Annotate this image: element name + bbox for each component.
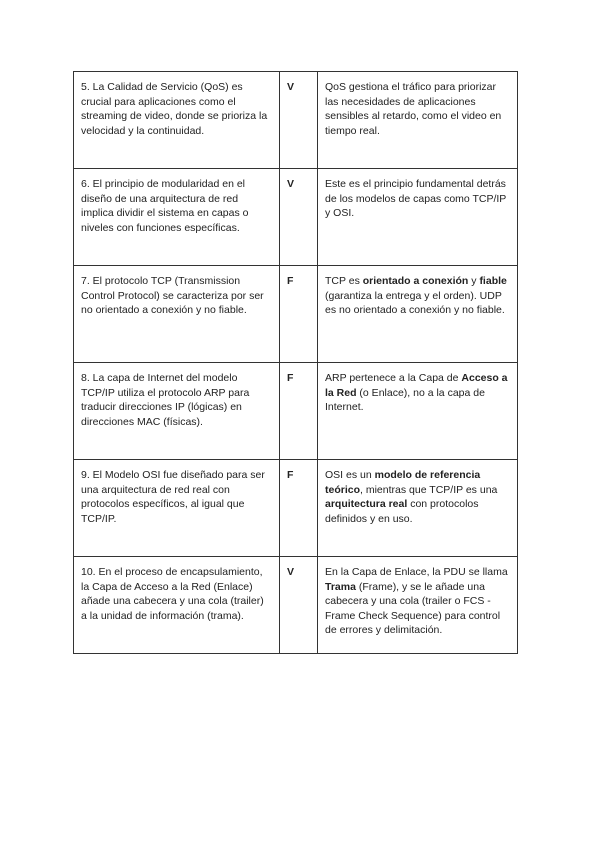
answer-cell <box>280 72 318 169</box>
statement-text: 6. El principio de modularidad en el diseño de una arquitectura de red implica dividir el sistema en capas o niveles con funciones específicas. <box>81 178 249 234</box>
explanation-bold-text: modelo de referencia teórico <box>325 469 481 496</box>
table-row <box>74 557 518 654</box>
statement-text: 9. El Modelo OSI fue diseñado para ser una arquitectura de red real con protocolos específicos, al igual que TCP/IP. <box>81 469 265 525</box>
answer-text: V <box>287 178 295 190</box>
explanation-bold-text: orientado a conexión <box>362 275 469 287</box>
explanation-cell <box>318 557 518 654</box>
statement-cell <box>74 460 280 557</box>
table-row <box>74 363 518 460</box>
answer-text: V <box>287 81 295 93</box>
answer-cell <box>280 266 318 363</box>
explanation-text: (garantiza la entrega y el orden). UDP es no orientado a conexión y no fiable. <box>325 289 505 317</box>
explanation-text: Este es el principio fundamental detrás de los modelos de capas como TCP/IP y OSI. <box>325 178 507 220</box>
explanation-text: (Frame), y se le añade una cabecera y una cola (trailer o FCS - Frame Check Sequence) para control de errores y delimitación. <box>325 580 501 637</box>
explanation-bold-text: Trama <box>325 580 356 593</box>
statement-cell <box>74 169 280 266</box>
answer-text: F <box>287 469 294 481</box>
statement-text: 7. El protocolo TCP (Transmission Control Protocol) se caracteriza por ser no orientado a conexión y no fiable. <box>81 275 264 317</box>
table-row <box>74 266 518 363</box>
answer-cell <box>280 169 318 266</box>
explanation-text: QoS gestiona el tráfico para priorizar las necesidades de aplicaciones sensibles al retardo, como el video en tiempo real. <box>325 81 502 137</box>
answer-cell <box>280 460 318 557</box>
explanation-text: ARP pertenece a la Capa de <box>325 372 462 384</box>
explanation-cell <box>318 266 518 363</box>
statement-cell <box>74 557 280 654</box>
answer-cell <box>280 557 318 654</box>
explanation-bold-text: Acceso a la Red <box>325 372 508 399</box>
explanation-text: (o Enlace), no a la capa de Internet. <box>325 386 485 414</box>
table-row <box>74 169 518 266</box>
true-false-table <box>73 71 518 654</box>
statement-cell <box>74 266 280 363</box>
statement-text: 10. En el proceso de encapsulamiento, la Capa de Acceso a la Red (Enlace) añade una cabecera y una cola (trailer) a la unidad de información (trama). <box>81 566 264 622</box>
statement-cell <box>74 72 280 169</box>
explanation-text: En la Capa de Enlace, la PDU se llama <box>325 566 508 578</box>
statement-text: 5. La Calidad de Servicio (QoS) es crucial para aplicaciones como el streaming de video, donde se prioriza la velocidad y la continuidad. <box>81 81 268 137</box>
explanation-cell <box>318 460 518 557</box>
explanation-bold-text: arquitectura real <box>325 498 408 511</box>
explanation-text: y <box>468 275 480 287</box>
table-row <box>74 72 518 169</box>
explanation-cell <box>318 169 518 266</box>
explanation-text: , mientras que TCP/IP es una <box>360 483 498 496</box>
explanation-text: con protocolos definidos y en uso. <box>325 498 479 525</box>
explanation-cell <box>318 72 518 169</box>
explanation-text: OSI es un <box>325 469 375 481</box>
answer-text: F <box>287 275 294 287</box>
explanation-text: TCP es <box>325 275 363 287</box>
statement-text: 8. La capa de Internet del modelo TCP/IP utiliza el protocolo ARP para traducir direcciones IP (lógicas) en direcciones MAC (físicas). <box>81 372 250 428</box>
answer-text: V <box>287 566 295 578</box>
answer-cell <box>280 363 318 460</box>
answer-text: F <box>287 372 294 384</box>
explanation-cell <box>318 363 518 460</box>
table-row <box>74 460 518 557</box>
explanation-bold-text: fiable <box>479 275 507 287</box>
statement-cell <box>74 363 280 460</box>
